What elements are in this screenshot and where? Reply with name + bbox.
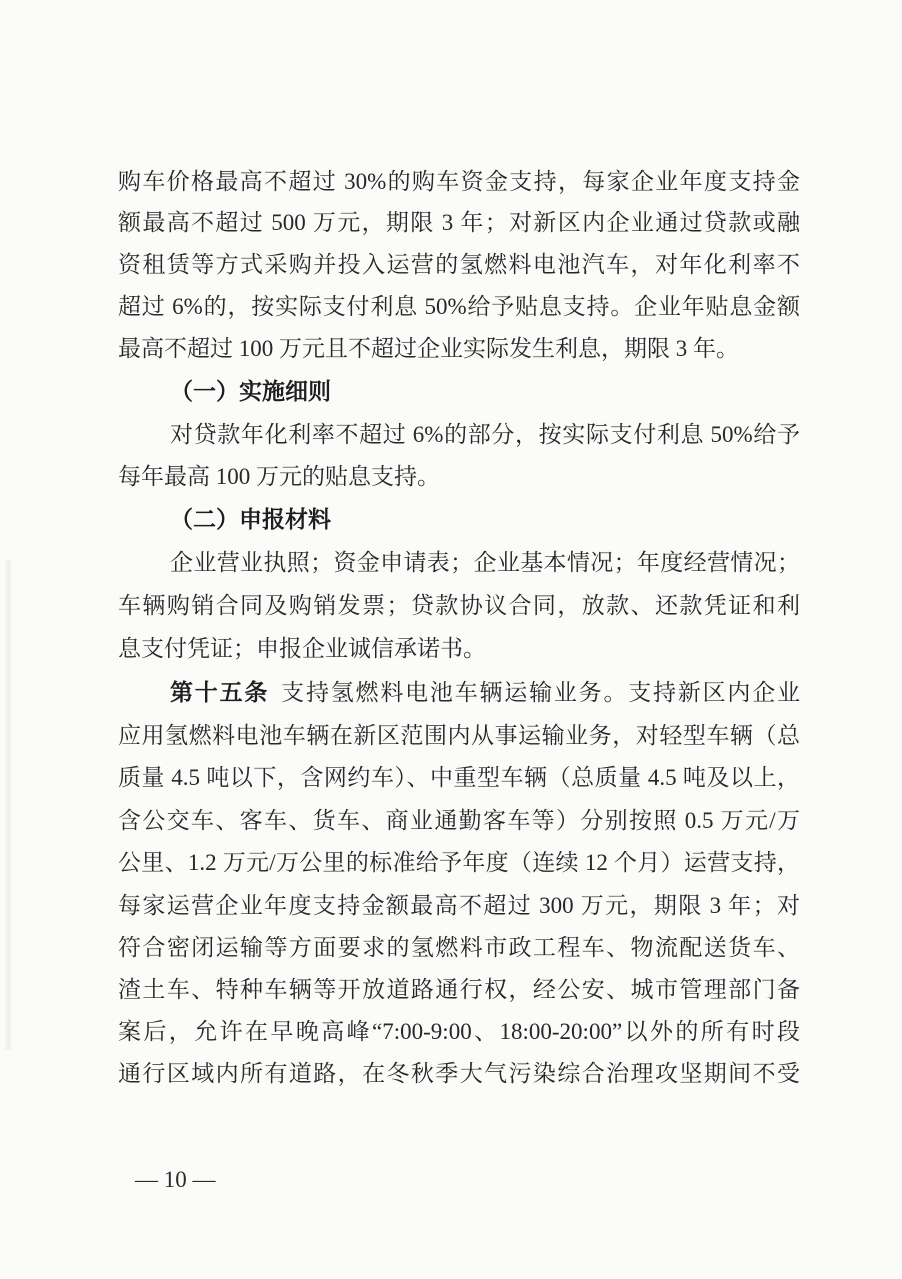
page-number: — 10 — xyxy=(135,1167,216,1192)
text-line: 含公交车、客车、货车、商业通勤客车等）分别按照 0.5 万元/万 xyxy=(118,808,800,833)
text-line: 最高不超过 100 万元且不超过企业实际发生利息，期限 3 年。 xyxy=(118,336,739,361)
text-line: 每年最高 100 万元的贴息支持。 xyxy=(118,464,440,489)
text-line: 息支付凭证；申报企业诚信承诺书。 xyxy=(118,636,486,661)
text-line: 购车价格最高不超过 30%的购车资金支持，每家企业年度支持金 xyxy=(118,169,800,194)
text-line: 通行区域内所有道路，在冬秋季大气污染综合治理攻坚期间不受 xyxy=(118,1061,800,1086)
text-line: 企业营业执照；资金申请表；企业基本情况；年度经营情况； xyxy=(170,550,800,575)
text-line: 对贷款年化利率不超过 6%的部分，按实际支付利息 50%给予 xyxy=(170,422,800,447)
text-line: 超过 6%的，按实际支付利息 50%给予贴息支持。企业年贴息金额 xyxy=(118,294,800,319)
text-line: 每家运营企业年度支持金额最高不超过 300 万元，期限 3 年；对 xyxy=(118,893,800,918)
text-line: 公里、1.2 万元/万公里的标准给予年度（连续 12 个月）运营支持， xyxy=(118,850,800,875)
article-text: 支持氢燃料电池车辆运输业务。支持新区内企业 xyxy=(281,680,801,705)
scan-edge-shadow xyxy=(4,560,13,1050)
text-line: 质量 4.5 吨以下，含网约车）、中重型车辆（总质量 4.5 吨及以上， xyxy=(118,765,800,790)
text-line: 渣土车、特种车辆等开放道路通行权，经公安、城市管理部门备 xyxy=(118,977,800,1002)
text-line: 资租赁等方式采购并投入运营的氢燃料电池汽车，对年化利率不 xyxy=(118,252,800,277)
text-line: 案后，允许在早晚高峰“7:00-9:00、18:00-20:00”以外的所有时段 xyxy=(118,1019,800,1044)
text-line: 符合密闭运输等方面要求的氢燃料市政工程车、物流配送货车、 xyxy=(118,935,800,960)
section-heading: （一）实施细则 xyxy=(170,379,331,404)
section-heading: （二）申报材料 xyxy=(170,507,331,532)
text-line: 车辆购销合同及购销发票；贷款协议合同，放款、还款凭证和利 xyxy=(118,593,800,618)
text-line: 应用氢燃料电池车辆在新区范围内从事运输业务，对轻型车辆（总 xyxy=(118,723,800,748)
article-label: 第十五条 xyxy=(170,680,270,705)
article-first-line xyxy=(170,678,800,708)
text-line: 额最高不超过 500 万元，期限 3 年；对新区内企业通过贷款或融 xyxy=(118,210,800,235)
